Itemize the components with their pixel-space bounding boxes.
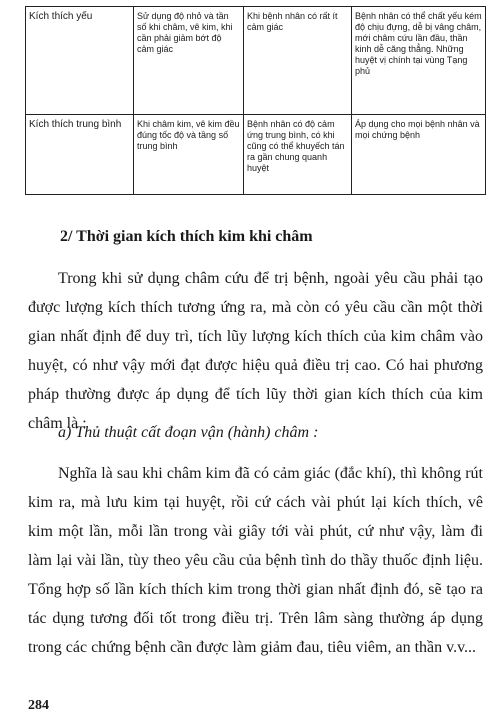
technique-cell: Sử dụng độ nhỏ và tần số khi châm, vê kim, khi cần phải giảm bớt độ cảm giác bbox=[134, 7, 244, 115]
paragraph: Nghĩa là sau khi châm kim đã có cảm giác (đắc khí), thì không rút kim ra, mà lưu kim tại huyệt, rồi cứ cách vài phút lại kích thích, vê kim một lần, mỗi lần trong vài giây tới vài phút, cứ như vậy, làm đi làm lại vài lần, tùy theo yêu cầu của bệnh tình do thầy thuốc định liệu. Tổng hợp số lần kích thích kim trong thời gian nhất định đó, sẽ tạo ra tác dụng tương đối tốt trong điều trị. Trên lâm sàng thường áp dụng trong các chứng bệnh cần được làm giảm đau, tiêu viêm, an thần v.v... bbox=[28, 465, 483, 656]
page-number: 284 bbox=[28, 698, 49, 713]
indication-cell: Bệnh nhân có thể chất yếu kém độ chịu đựng, dễ bị vâng châm, mới châm cứu lần đầu, thần kinh dễ căng thẳng. Những huyệt vị chính tại vùng Tạng phủ bbox=[352, 7, 486, 115]
table-row bbox=[26, 7, 486, 115]
row-label: Kích thích trung bình bbox=[26, 115, 134, 195]
technique-cell: Khi châm kim, vê kim đều đúng tốc độ và tầng số trung bình bbox=[134, 115, 244, 195]
stimulation-table bbox=[25, 6, 486, 195]
feeling-cell: Bệnh nhân có độ cảm ứng trung bình, có khi cũng có thể khuyếch tán ra gần chung quanh huyệt bbox=[244, 115, 352, 195]
feeling-cell: Khi bệnh nhân có rất ít cảm giác bbox=[244, 7, 352, 115]
table-row bbox=[26, 115, 486, 195]
paragraph: Trong khi sử dụng châm cứu để trị bệnh, ngoài yêu cầu phải tạo được lượng kích thích tương ứng ra, mà còn có yêu cầu cần một thời gian nhất định để duy trì, tích lũy lượng kích thích của kim châm vào huyệt, có như vậy mới đạt được hiệu quả điều trị cao. Có hai phương pháp thường được áp dụng để tích lũy thời gian kích thích của kim châm là : bbox=[28, 270, 483, 432]
indication-cell: Áp dụng cho mọi bệnh nhân và mọi chứng bệnh bbox=[352, 115, 486, 195]
row-label: Kích thích yếu bbox=[26, 7, 134, 115]
section-title: 2/ Thời gian kích thích kim khi châm bbox=[60, 228, 313, 245]
subheading: a) Thủ thuật cất đoạn vận (hành) châm : bbox=[58, 424, 319, 441]
